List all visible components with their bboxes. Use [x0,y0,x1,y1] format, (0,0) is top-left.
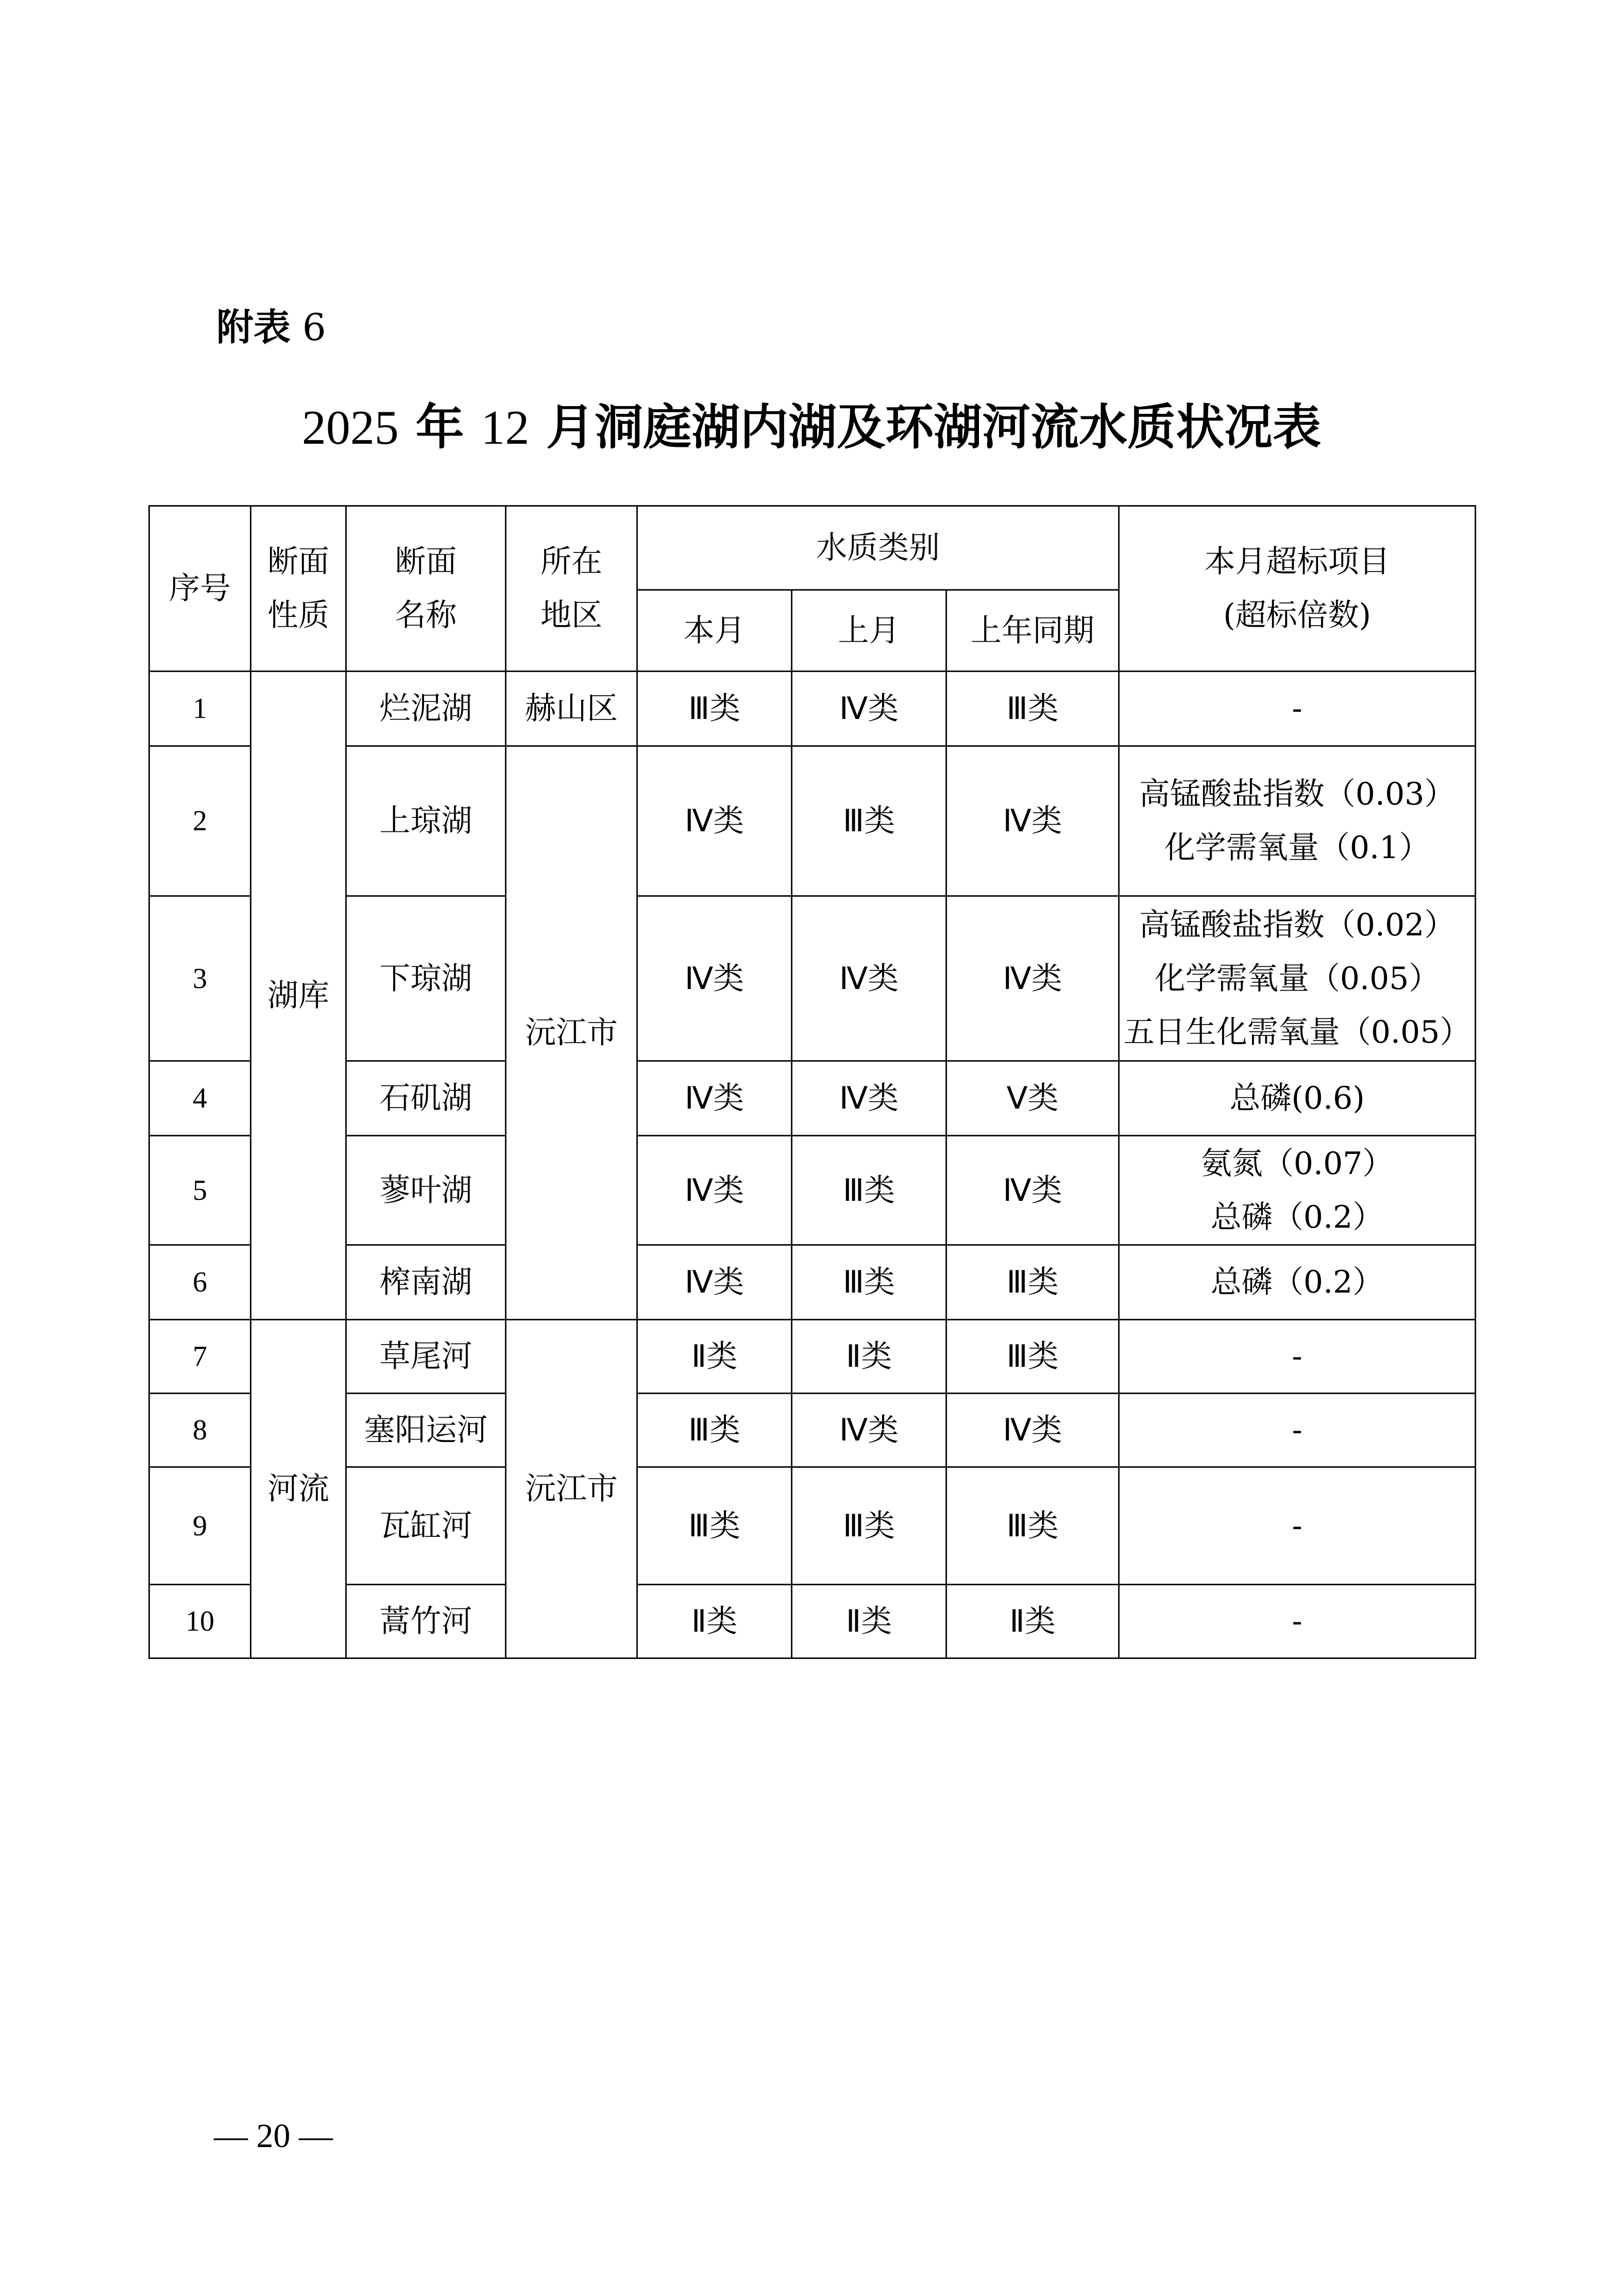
this-month-class: Ⅳ类 [637,896,792,1061]
header-same-period-last-year: 上年同期 [946,590,1119,672]
last-year-class: Ⅳ类 [946,1394,1119,1467]
exceed-cell [1119,1394,1476,1467]
table-row [149,1467,1476,1585]
exceed-cell [1119,1061,1476,1136]
last-month-class: Ⅱ类 [792,1320,946,1394]
exceed-item: 高锰酸盐指数（0.03） [1139,776,1456,812]
exceed-item: - [1292,1507,1303,1544]
last-year-class: Ⅴ类 [946,1061,1119,1136]
section-name: 榨南湖 [346,1245,506,1320]
table-row [149,1320,1476,1394]
exceed-item: - [1292,1603,1303,1639]
header-exceed-line: 本月超标项目 [1204,544,1390,580]
region-cell: 沅江市 [506,746,637,1320]
exceed-item: 化学需氧量（0.1） [1164,830,1430,866]
row-index: 7 [149,1320,251,1394]
header-section-type [251,506,346,672]
last-month-class: Ⅲ类 [792,1136,946,1245]
exceed-item: - [1292,1412,1303,1448]
exceed-cell [1119,672,1476,746]
header-quality-class: 水质类别 [637,506,1119,590]
last-year-class: Ⅳ类 [946,896,1119,1061]
last-month-class: Ⅳ类 [792,896,946,1061]
page-title: 2025 年 12 月洞庭湖内湖及环湖河流水质状况表 [301,399,1322,456]
exceed-item: 氨氮（0.07） [1201,1145,1394,1182]
table-row [149,896,1476,1061]
exceed-cell [1119,746,1476,896]
table-row [149,1061,1476,1136]
this-month-class: Ⅳ类 [637,1245,792,1320]
exceed-item: 化学需氧量（0.05） [1154,960,1440,997]
header-section-name-line: 断面 [395,544,457,580]
header-section-type-line: 性质 [267,597,329,633]
section-type-river: 河流 [251,1320,346,1658]
header-region [506,506,637,672]
exceed-item: - [1292,691,1303,727]
exceed-cell [1119,1467,1476,1585]
exceed-cell [1119,1136,1476,1245]
row-index: 2 [149,746,251,896]
row-index: 3 [149,896,251,1061]
exceed-item: 五日生化需氧量（0.05） [1123,1014,1471,1050]
table-row [149,1585,1476,1658]
last-month-class: Ⅲ类 [792,1245,946,1320]
this-month-class: Ⅳ类 [637,746,792,896]
last-month-class: Ⅳ类 [792,1394,946,1467]
header-section-name-line: 名称 [395,597,457,633]
exceed-cell [1119,1585,1476,1658]
exceed-item: 总磷（0.2） [1210,1264,1384,1300]
water-quality-table [148,505,1476,1659]
last-year-class: Ⅳ类 [946,746,1119,896]
exceed-cell [1119,1245,1476,1320]
header-exceed-line: (超标倍数) [1223,597,1371,633]
table-row [149,672,1476,746]
last-year-class: Ⅲ类 [946,1245,1119,1320]
last-month-class: Ⅳ类 [792,1061,946,1136]
row-index: 9 [149,1467,251,1585]
this-month-class: Ⅳ类 [637,1136,792,1245]
header-section-name [346,506,506,672]
header-section-type-line: 断面 [267,544,329,580]
header-exceed [1119,506,1476,672]
appendix-label: 附表 6 [216,306,326,349]
section-name: 石矶湖 [346,1061,506,1136]
section-name: 上琼湖 [346,746,506,896]
header-row-1 [149,506,1476,590]
section-name: 瓦缸河 [346,1467,506,1585]
region-cell: 沅江市 [506,1320,637,1658]
this-month-class: Ⅲ类 [637,1467,792,1585]
header-region-line: 地区 [540,597,602,633]
table-row [149,1394,1476,1467]
this-month-class: Ⅱ类 [637,1320,792,1394]
this-month-class: Ⅲ类 [637,1394,792,1467]
table-row [149,746,1476,896]
header-this-month: 本月 [637,590,792,672]
row-index: 1 [149,672,251,746]
exceed-item: 总磷(0.6) [1229,1080,1365,1116]
section-name: 下琼湖 [346,896,506,1061]
last-year-class: Ⅲ类 [946,1320,1119,1394]
last-year-class: Ⅳ类 [946,1136,1119,1245]
last-year-class: Ⅲ类 [946,672,1119,746]
section-name: 塞阳运河 [346,1394,506,1467]
section-type-lake: 湖库 [251,672,346,1320]
row-index: 6 [149,1245,251,1320]
header-last-month: 上月 [792,590,946,672]
exceed-cell [1119,1320,1476,1394]
this-month-class: Ⅲ类 [637,672,792,746]
row-index: 5 [149,1136,251,1245]
header-region-line: 所在 [540,544,602,580]
exceed-item: 总磷（0.2） [1210,1199,1384,1235]
section-name: 蓼叶湖 [346,1136,506,1245]
table-row [149,1136,1476,1245]
header-index: 序号 [149,506,251,672]
row-index: 10 [149,1585,251,1658]
page-number: — 20 — [214,2117,333,2155]
last-month-class: Ⅱ类 [792,1585,946,1658]
row-index: 8 [149,1394,251,1467]
last-year-class: Ⅱ类 [946,1585,1119,1658]
section-name: 蒿竹河 [346,1585,506,1658]
last-month-class: Ⅳ类 [792,672,946,746]
section-name: 烂泥湖 [346,672,506,746]
this-month-class: Ⅳ类 [637,1061,792,1136]
last-month-class: Ⅲ类 [792,1467,946,1585]
exceed-item: 高锰酸盐指数（0.02） [1139,907,1456,943]
last-year-class: Ⅲ类 [946,1467,1119,1585]
section-name: 草尾河 [346,1320,506,1394]
last-month-class: Ⅲ类 [792,746,946,896]
table-row [149,1245,1476,1320]
region-cell: 赫山区 [506,672,637,746]
this-month-class: Ⅱ类 [637,1585,792,1658]
row-index: 4 [149,1061,251,1136]
exceed-cell [1119,896,1476,1061]
exceed-item: - [1292,1338,1303,1375]
